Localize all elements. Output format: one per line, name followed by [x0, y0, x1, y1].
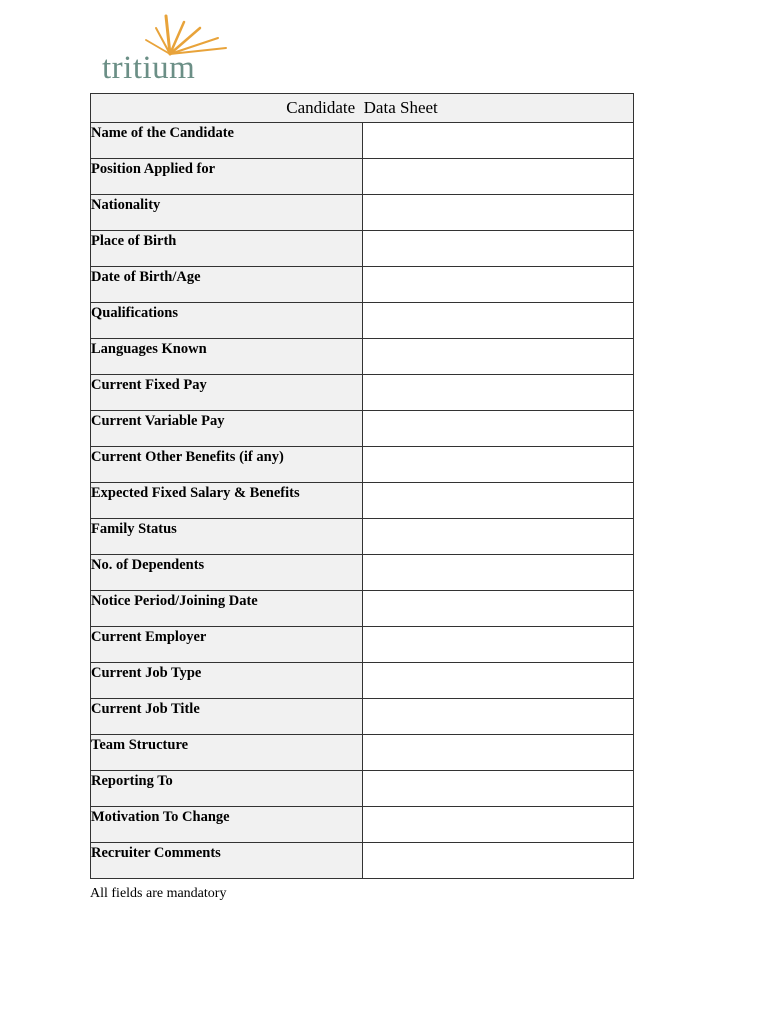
- field-label: Current Job Title: [91, 701, 200, 717]
- field-label-cell: [91, 231, 363, 267]
- table-row: [91, 555, 634, 591]
- table-row: [91, 483, 634, 519]
- table-row: [91, 843, 634, 879]
- field-label-cell: [91, 195, 363, 231]
- field-label-cell: [91, 303, 363, 339]
- field-label: Qualifications: [91, 305, 179, 321]
- field-label-cell: [91, 447, 363, 483]
- candidate-data-table: [90, 93, 634, 879]
- field-label: Name of the Candidate: [91, 125, 234, 141]
- logo-text: tritium: [102, 50, 196, 86]
- field-label-cell: [91, 411, 363, 447]
- field-label-cell: [91, 267, 363, 303]
- field-label: No. of Dependents: [91, 557, 205, 573]
- field-label: Current Other Benefits (if any): [91, 449, 284, 465]
- table-row: [91, 807, 634, 843]
- field-value-cell[interactable]: [362, 159, 634, 195]
- field-value-cell[interactable]: [362, 807, 634, 843]
- table-row: [91, 447, 634, 483]
- field-value-cell[interactable]: [362, 555, 634, 591]
- field-label: Team Structure: [91, 737, 189, 753]
- field-value-cell[interactable]: [362, 519, 634, 555]
- table-row: [91, 195, 634, 231]
- field-label: Place of Birth: [91, 233, 177, 249]
- field-label-cell: [91, 483, 363, 519]
- table-row: [91, 591, 634, 627]
- field-value-cell[interactable]: [362, 267, 634, 303]
- field-label-cell: [91, 843, 363, 879]
- field-label: Date of Birth/Age: [91, 269, 201, 285]
- table-row: [91, 375, 634, 411]
- field-value-cell[interactable]: [362, 339, 634, 375]
- table-row: [91, 411, 634, 447]
- field-label-cell: [91, 627, 363, 663]
- table-row: [91, 339, 634, 375]
- field-label-cell: [91, 699, 363, 735]
- field-label: Languages Known: [91, 341, 207, 357]
- field-label-cell: [91, 339, 363, 375]
- field-label: Current Employer: [91, 629, 207, 645]
- table-row: [91, 519, 634, 555]
- field-label: Expected Fixed Salary & Benefits: [91, 485, 300, 501]
- field-value-cell[interactable]: [362, 591, 634, 627]
- field-value-cell[interactable]: [362, 231, 634, 267]
- field-value-cell[interactable]: [362, 699, 634, 735]
- table-row: [91, 663, 634, 699]
- table-row: [91, 771, 634, 807]
- field-value-cell[interactable]: [362, 123, 634, 159]
- field-label: Current Variable Pay: [91, 413, 225, 429]
- form-title: Candidate Data Sheet: [91, 94, 634, 123]
- field-label-cell: [91, 807, 363, 843]
- table-row: [91, 159, 634, 195]
- company-logo: [100, 14, 240, 86]
- table-row: [91, 123, 634, 159]
- field-label-cell: [91, 159, 363, 195]
- field-label-cell: [91, 375, 363, 411]
- field-value-cell[interactable]: [362, 663, 634, 699]
- table-row: [91, 699, 634, 735]
- field-label: Current Fixed Pay: [91, 377, 207, 393]
- field-value-cell[interactable]: [362, 411, 634, 447]
- table-row: [91, 735, 634, 771]
- field-label: Family Status: [91, 521, 177, 537]
- field-value-cell[interactable]: [362, 447, 634, 483]
- field-label-cell: [91, 123, 363, 159]
- field-label-cell: [91, 771, 363, 807]
- table-row: [91, 627, 634, 663]
- table-row: [91, 231, 634, 267]
- field-label: Recruiter Comments: [91, 845, 221, 861]
- footnote: All fields are mandatory: [90, 886, 227, 901]
- field-label-cell: [91, 663, 363, 699]
- field-label: Reporting To: [91, 773, 173, 789]
- field-label: Nationality: [91, 197, 161, 213]
- field-value-cell[interactable]: [362, 303, 634, 339]
- field-value-cell[interactable]: [362, 195, 634, 231]
- table-row: [91, 267, 634, 303]
- field-value-cell[interactable]: [362, 483, 634, 519]
- field-label-cell: [91, 735, 363, 771]
- field-label: Notice Period/Joining Date: [91, 593, 258, 609]
- table-title-row: [91, 94, 634, 123]
- table-row: [91, 303, 634, 339]
- field-value-cell[interactable]: [362, 843, 634, 879]
- field-value-cell[interactable]: [362, 771, 634, 807]
- field-label: Motivation To Change: [91, 809, 230, 825]
- field-label-cell: [91, 555, 363, 591]
- field-label: Position Applied for: [91, 161, 216, 177]
- field-label: Current Job Type: [91, 665, 202, 681]
- field-value-cell[interactable]: [362, 735, 634, 771]
- field-value-cell[interactable]: [362, 627, 634, 663]
- field-label-cell: [91, 519, 363, 555]
- field-value-cell[interactable]: [362, 375, 634, 411]
- field-label-cell: [91, 591, 363, 627]
